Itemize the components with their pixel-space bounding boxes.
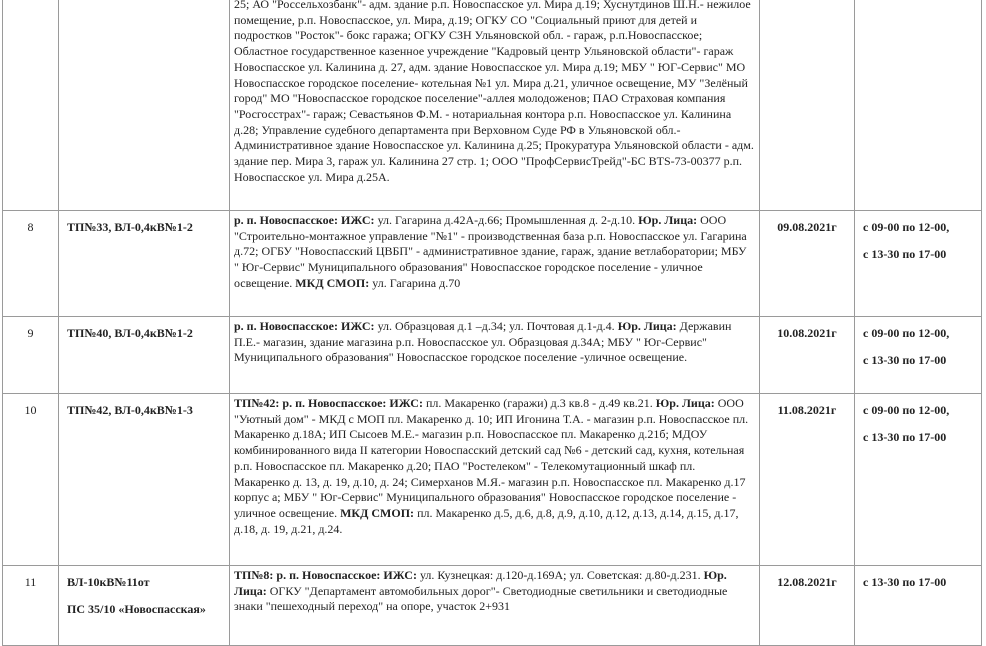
outage-date: 09.08.2021г <box>760 211 855 317</box>
schedule-row <box>3 394 982 566</box>
outage-date: 11.08.2021г <box>760 394 855 566</box>
row-number: 9 <box>3 317 59 394</box>
row-number <box>3 0 59 211</box>
time-interval: с 09-00 по 12-00, <box>863 326 950 340</box>
power-object-line: ТП№42, ВЛ-0,4кВ№1-3 <box>67 403 193 417</box>
outage-time <box>855 394 982 566</box>
schedule-row <box>3 0 982 211</box>
outage-date <box>760 0 855 211</box>
time-interval: с 09-00 по 12-00, <box>863 403 950 417</box>
power-object <box>59 317 230 394</box>
power-object-line: ПС 35/10 «Новоспасская» <box>67 601 206 616</box>
row-number: 11 <box>3 566 59 646</box>
power-object <box>59 0 230 211</box>
affected-addresses: ТП№42: р. п. Новоспасское: ИЖС: пл. Макаренко (гаражи) д.3 кв.8 - д.49 кв.21. Юр. Лица: ООО "Уютный дом" - МКД с МОП пл. Макаренко д. 10; ИП Игонина Т.А. - магазин р.п. Новоспасское пл. Макаренко д.18А; ИП Сысоев М.Е.- магазин р.п. Новоспасское пл. Макаренко д.21б; МДОУ комбинированного вида II категории Новоспасский детский сад №6 - детский сад, кухня, котельная р.п. Новоспасское пл. Макаренко д.20; ПАО "Ростелеком" - Телекомутационный шкаф пл. Макаренко д. 13, д. 19, д.10, д. 24; Симерханов М.Я.- магазин р.п. Новоспасское пл. Макаренко д.17 корпус а; МБУ " Юг-Сервис" Муниципального образования" Новоспасское городское поселение - уличное освещение. МКД СМОП: пл. Макаренко д.5, д.6, д.8, д.9, д.10, д.12, д.13, д.14, д.15, д.17, д.18, д. 19, д.21, д.24. <box>230 394 760 566</box>
time-interval: с 13-30 по 17-00 <box>863 575 947 589</box>
outage-time <box>855 211 982 317</box>
power-object-line: ТП№40, ВЛ-0,4кВ№1-2 <box>67 326 193 340</box>
schedule-row <box>3 317 982 394</box>
affected-addresses: р. п. Новоспасское: ИЖС: ул. Образцовая д.1 –д.34; ул. Почтовая д.1-д.4. Юр. Лица: Державин П.Е.- магазин, здание магазина р.п. Новоспасское ул. Образцовая д.34А; МБУ " Юг-Сервис" Муниципального образования" Новоспасское городское поселение -уличное освещение. <box>230 317 760 394</box>
outage-date: 12.08.2021г <box>760 566 855 646</box>
outage-schedule-table <box>2 0 982 646</box>
power-object <box>59 394 230 566</box>
row-number: 10 <box>3 394 59 566</box>
schedule-row <box>3 211 982 317</box>
outage-time <box>855 566 982 646</box>
outage-time <box>855 317 982 394</box>
outage-time <box>855 0 982 211</box>
schedule-row <box>3 566 982 646</box>
affected-addresses: ТП№8: р. п. Новоспасское: ИЖС: ул. Кузнецкая: д.120-д.169А; ул. Советская: д.80-д.231. Юр. Лица: ОГКУ "Департамент автомобильных дорог"- Светодиодные светильники и светодиодные знаки "пешеходный переход" на опоре, участок 2+931 <box>230 566 760 646</box>
power-object-line: ВЛ-10кВ№11от <box>67 575 150 589</box>
time-interval: с 13-30 по 17-00 <box>863 429 947 444</box>
time-interval: с 09-00 по 12-00, <box>863 220 950 234</box>
time-interval: с 13-30 по 17-00 <box>863 246 947 261</box>
power-object <box>59 211 230 317</box>
outage-date: 10.08.2021г <box>760 317 855 394</box>
row-number: 8 <box>3 211 59 317</box>
time-interval: с 13-30 по 17-00 <box>863 352 947 367</box>
affected-addresses: р. п. Новоспасское: ИЖС: ул. Гагарина д.42А-д.66; Промышленная д. 2-д.10. Юр. Лица: ООО "Строительно-монтажное управление "№1" - производственная база р.п. Новоспасское ул. Гагарина д.72; ОГБУ "Новоспасский ЦВБП" - административное здание, гараж, здание ветлаборатории; МБУ " Юг-Сервис" Муниципального образования" Новоспасское городское поселение - уличное освещение. МКД СМОП: ул. Гагарина д.70 <box>230 211 760 317</box>
power-object <box>59 566 230 646</box>
power-object-line: ТП№33, ВЛ-0,4кВ№1-2 <box>67 220 193 234</box>
affected-addresses: 25; АО "Россельхозбанк"- адм. здание р.п. Новоспасское ул. Мира д.19; Хуснутдинов Ш.Н.- нежилое помещение, р.п. Новоспасское, ул. Мира, д.19; ОГКУ СО "Социальный приют для детей и подростков "Росток"- бокс гаража; ОГКУ СЗН Ульяновской обл. - гараж, р.п.Новоспасское; Областное государственное казенное учреждение "Кадровый центр Ульяновской области"- гараж Новоспасское ул. Калинина д. 27, адм. здание Новоспасское ул. Мира д.19; МБУ " ЮГ-Сервис" МО Новоспасское городское поселение- котельная №1 ул. Мира д.21, уличное освещение, МУ "Зелёный город" МО "Новоспасское городское поселение"-аллея молодоженов; ПАО Страховая компания "Росгосстрах"- гараж; Севастьянов Ф.М. - нотариальная контора р.п. Новоспасское ул. Калинина д.28; Управление судебного департамента при Верховном Суде РФ в Ульяновской обл.- Административное здание Новоспасское ул. Калинина д.25; Прокуратура Ульяновской области - адм. здание пер. Мира 3, гараж ул. Калинина 27 стр. 1; ООО "ПрофСервисТрейд"-БС BTS-73-00377 р.п. Новоспасское ул. Мира д.25А. <box>230 0 760 211</box>
